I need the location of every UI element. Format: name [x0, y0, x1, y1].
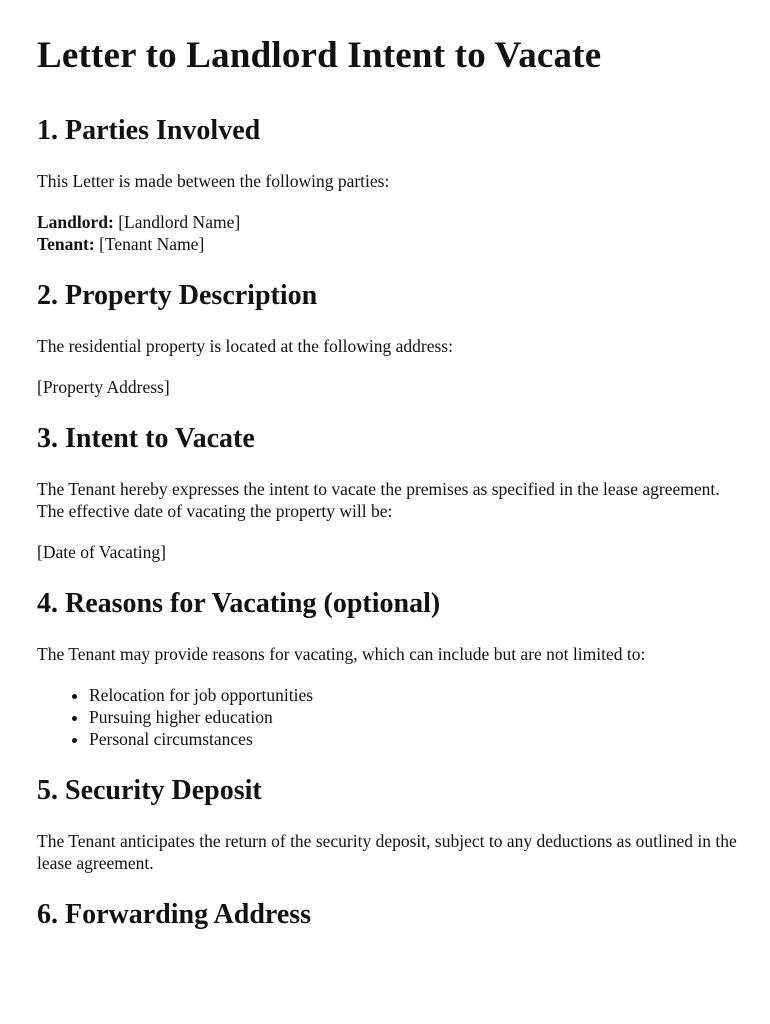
document-page	[37, 34, 737, 932]
parties-list	[37, 211, 737, 255]
list-item: • Pursuing higher education	[89, 706, 737, 728]
section-heading-reasons: 4. Reasons for Vacating (optional)	[37, 588, 441, 619]
section-heading-property: 2. Property Description	[37, 280, 318, 311]
tenant-label: Tenant:	[37, 234, 95, 254]
section-heading-intent: 3. Intent to Vacate	[37, 423, 255, 454]
document-title: Letter to Landlord Intent to Vacate	[37, 35, 602, 76]
landlord-value: [Landlord Name]	[113, 212, 241, 232]
property-intro: The residential property is located at the following address:	[37, 336, 453, 356]
section-heading-parties: 1. Parties Involved	[37, 115, 261, 146]
deposit-text: The Tenant anticipates the return of the security deposit, subject to any deductions as outlined in the lease agreement.	[37, 831, 737, 873]
tenant-value: [Tenant Name]	[94, 234, 205, 254]
section-heading-deposit: 5. Security Deposit	[37, 775, 262, 806]
property-address: [Property Address]	[37, 377, 170, 397]
list-item: • Relocation for job opportunities	[89, 684, 737, 706]
vacating-date: [Date of Vacating]	[37, 542, 166, 562]
list-item: • Personal circumstances	[89, 728, 737, 750]
intent-text: The Tenant hereby expresses the intent to vacate the premises as specified in the lease agreement. The effective date of vacating the property will be:	[37, 479, 720, 521]
section-heading-forwarding: 6. Forwarding Address	[37, 899, 312, 930]
landlord-label: Landlord:	[37, 212, 114, 232]
parties-intro: This Letter is made between the following parties:	[37, 171, 390, 191]
reasons-intro: The Tenant may provide reasons for vacating, which can include but are not limited to:	[37, 644, 646, 664]
reasons-list	[37, 684, 737, 750]
